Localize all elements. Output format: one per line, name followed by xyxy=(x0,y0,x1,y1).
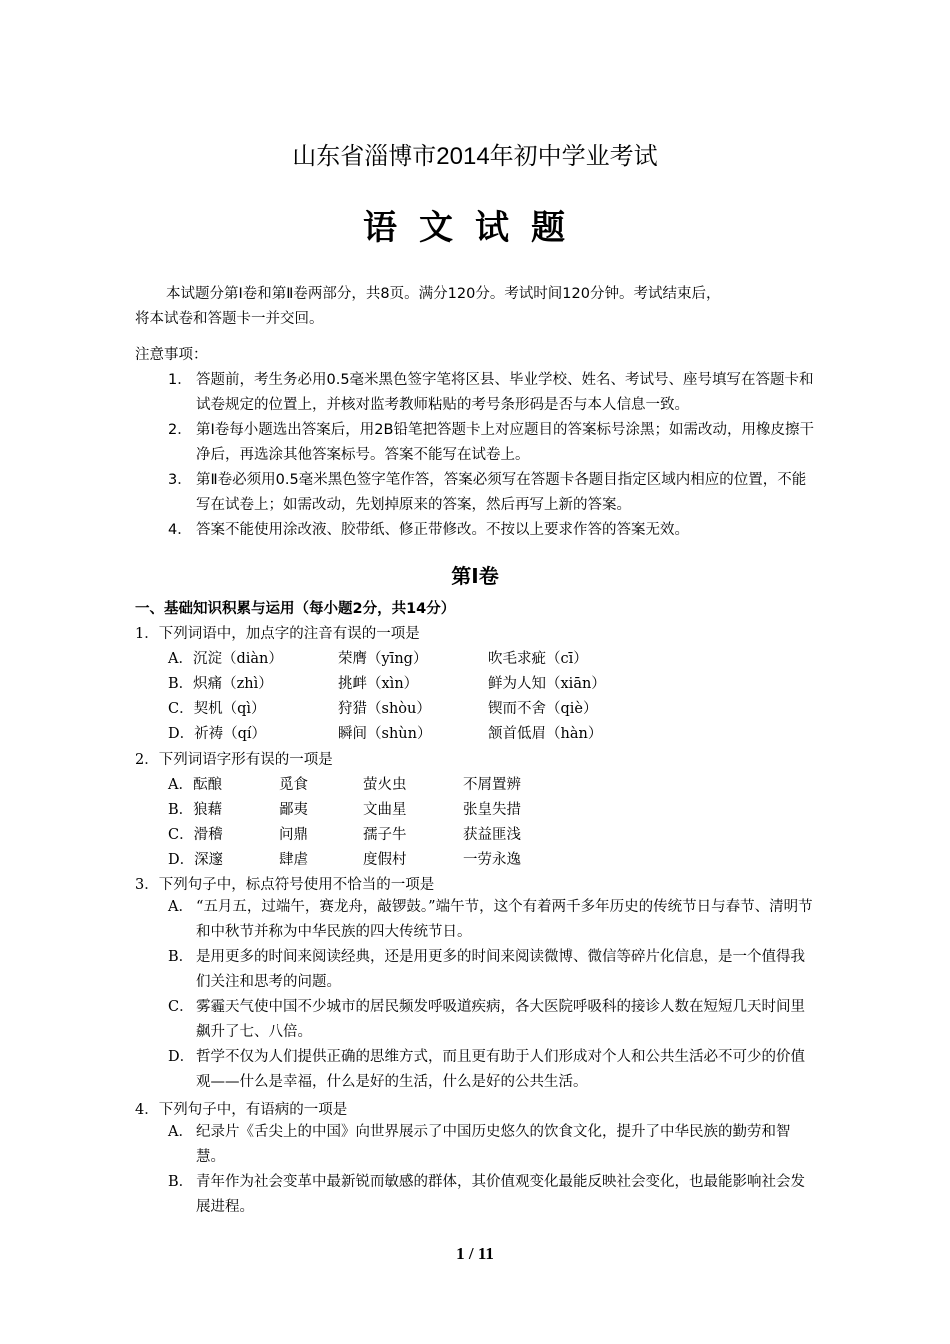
option-word: 张皇失措 xyxy=(463,802,521,818)
intro-line-2: 将本试卷和答题卡一并交回。 xyxy=(135,311,324,327)
option-c: C．契机（qì） xyxy=(168,701,266,717)
notice-item xyxy=(168,368,818,418)
option-word: 文曲星 xyxy=(363,802,407,818)
question-4-stem: 4．下列句子中，有语病的一项是 xyxy=(135,1102,348,1118)
question-1-stem: 1．下列词语中，加点字的注音有误的一项是 xyxy=(135,626,420,642)
notice-number: 1． xyxy=(168,372,192,388)
question-4-option-b xyxy=(168,1170,818,1220)
notice-label: 注意事项： xyxy=(135,347,208,363)
question-3-option-d xyxy=(168,1045,818,1095)
notice-number: 2． xyxy=(168,422,192,438)
option-text: 雾霾天气使中国不少城市的居民频发呼吸道疾病，各大医院呼吸科的接诊人数在短短几天时间里飙升了七、八倍。 xyxy=(196,999,805,1040)
notice-item xyxy=(168,518,818,543)
option-word: 不屑置辨 xyxy=(463,777,521,793)
page-number: 1 / 11 xyxy=(456,1244,494,1263)
option-b: B．炽痛（zhì） xyxy=(168,676,273,692)
option-word: 荣膺（yīng） xyxy=(338,651,428,667)
question-4-option-a xyxy=(168,1120,818,1170)
option-word: 获益匪浅 xyxy=(463,827,521,843)
question-3-option-b xyxy=(168,945,818,995)
option-word: 吹毛求疵（cī） xyxy=(488,651,588,667)
option-letter: D． xyxy=(168,1049,195,1065)
question-2-stem: 2．下列词语字形有误的一项是 xyxy=(135,752,333,768)
option-text: “五月五，过端午，赛龙舟，敲锣鼓。”端午节，这个有着两千多年历史的传统节日与春节、清明节和中秋节并称为中华民族的四大传统节日。 xyxy=(196,899,813,940)
option-letter: B． xyxy=(168,1174,194,1190)
option-d: D．深邃 xyxy=(168,852,224,868)
option-a: A．酝酿 xyxy=(168,777,222,793)
option-text: 青年作为社会变革中最新锐而敏感的群体，其价值观变化最能反映社会变化，也最能影响社会发展进程。 xyxy=(196,1174,805,1215)
option-word: 狩猎（shòu） xyxy=(338,701,431,717)
question-3-option-a xyxy=(168,895,818,945)
intro-paragraph xyxy=(135,282,815,332)
option-word: 问鼎 xyxy=(279,827,308,843)
option-a: A．沉淀（diàn） xyxy=(168,651,283,667)
option-letter: A． xyxy=(168,1124,193,1140)
option-word: 鄙夷 xyxy=(279,802,308,818)
volume-heading: 第Ⅰ卷 xyxy=(451,564,499,588)
notice-text: 答题前，考生务必用0.5毫米黑色签字笔将区县、毕业学校、姓名、考试号、座号填写在答题卡和试卷规定的位置上，并核对监考教师粘贴的考号条形码是否与本人信息一致。 xyxy=(196,372,814,413)
option-letter: C． xyxy=(168,999,194,1015)
option-word: 颔首低眉（hàn） xyxy=(488,726,603,742)
subject-title: 语文试题 xyxy=(363,208,587,248)
notice-item xyxy=(168,418,818,468)
section-heading: 一、基础知识积累与运用（每小题2分，共14分） xyxy=(135,601,456,617)
option-word: 孺子牛 xyxy=(363,827,407,843)
notice-number: 4． xyxy=(168,522,192,538)
notice-number: 3． xyxy=(168,472,192,488)
intro-line-1: 本试题分第Ⅰ卷和第Ⅱ卷两部分，共8页。满分120分。考试时间120分钟。考试结束后， xyxy=(166,286,721,302)
option-word: 肆虐 xyxy=(279,852,308,868)
option-word: 瞬间（shùn） xyxy=(338,726,432,742)
notice-text: 第Ⅰ卷每小题选出答案后，用2B铅笔把答题卡上对应题目的答案标号涂黑；如需改动，用橡皮擦干净后，再选涂其他答案标号。答案不能写在试卷上。 xyxy=(196,422,814,463)
notice-text: 第Ⅱ卷必须用0.5毫米黑色签字笔作答，答案必须写在答题卡各题目指定区域内相应的位置，不能写在试卷上；如需改动，先划掉原来的答案，然后再写上新的答案。 xyxy=(196,472,807,513)
option-word: 锲而不舍（qiè） xyxy=(488,701,598,717)
option-word: 萤火虫 xyxy=(363,777,407,793)
option-b: B．狼藉 xyxy=(168,802,223,818)
option-c: C．滑稽 xyxy=(168,827,223,843)
exam-title: 山东省淄博市2014年初中学业考试 xyxy=(292,143,658,170)
notice-list xyxy=(168,368,818,543)
notice-item xyxy=(168,468,818,518)
question-3-stem: 3．下列句子中，标点符号使用不恰当的一项是 xyxy=(135,877,435,893)
option-word: 鲜为人知（xiān） xyxy=(488,676,606,692)
option-text: 是用更多的时间来阅读经典，还是用更多的时间来阅读微博、微信等碎片化信息，是一个值得我们关注和思考的问题。 xyxy=(196,949,805,990)
option-word: 一劳永逸 xyxy=(463,852,521,868)
option-text: 纪录片《舌尖上的中国》向世界展示了中国历史悠久的饮食文化，提升了中华民族的勤劳和智慧。 xyxy=(196,1124,791,1165)
notice-text: 答案不能使用涂改液、胶带纸、修正带修改。不按以上要求作答的答案无效。 xyxy=(196,522,689,538)
option-letter: B． xyxy=(168,949,194,965)
option-letter: A． xyxy=(168,899,193,915)
option-text: 哲学不仅为人们提供正确的思维方式，而且更有助于人们形成对个人和公共生活必不可少的价值观——什么是幸福，什么是好的生活，什么是好的公共生活。 xyxy=(196,1049,805,1090)
option-word: 觅食 xyxy=(279,777,308,793)
option-word: 挑衅（xìn） xyxy=(338,676,419,692)
question-3-option-c xyxy=(168,995,818,1045)
option-word: 度假村 xyxy=(363,852,407,868)
option-d: D．祈祷（qí） xyxy=(168,726,267,742)
